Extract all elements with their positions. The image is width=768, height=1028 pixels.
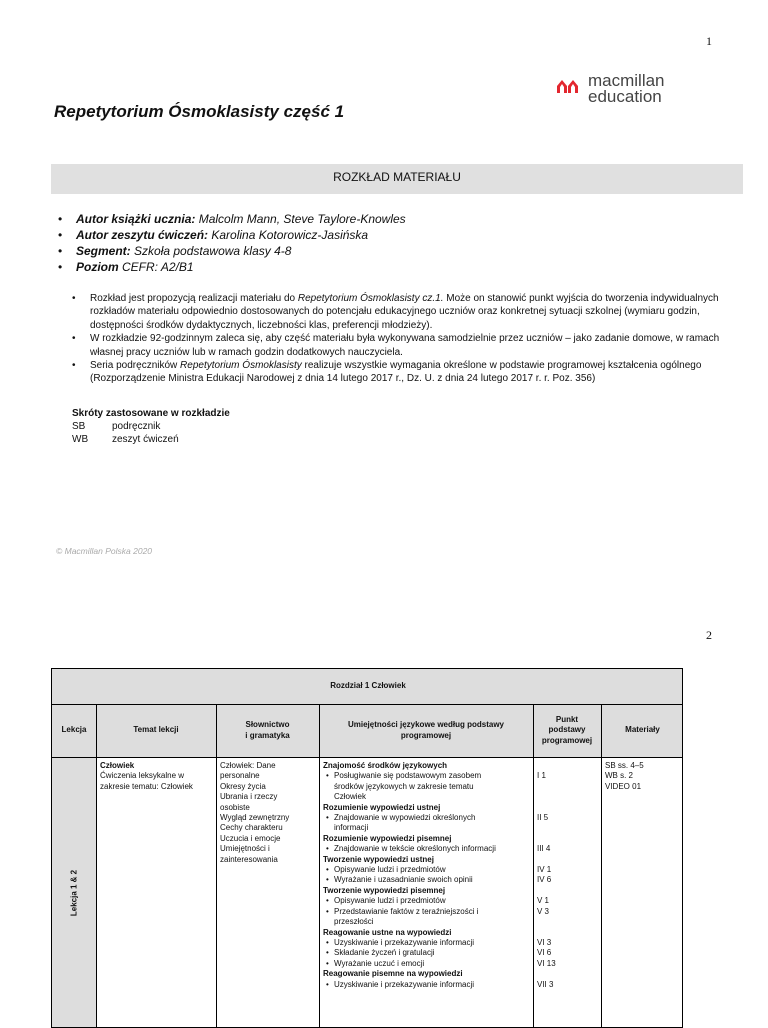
table-rule — [52, 757, 683, 758]
table-rule — [216, 704, 217, 1028]
logo-text-macmillan: macmillan — [588, 71, 665, 90]
points-cell — [537, 761, 597, 990]
skill-item: • Uzyskiwanie i przekazywanie informacji — [326, 937, 475, 947]
material-item: SB ss. 4–5 — [605, 761, 644, 770]
col-header-punkt: Punkt podstawy programowej — [533, 704, 601, 757]
bullet-icon: • — [326, 979, 329, 989]
meta-value: Malcolm Mann, Steve Taylore-Knowles — [195, 212, 406, 226]
lesson-label-cell — [52, 757, 96, 1028]
skill-heading: Rozumienie wypowiedzi ustnej — [323, 802, 441, 812]
bullet-icon: • — [58, 228, 63, 242]
abbreviation-row — [72, 433, 230, 446]
skill-item: środków językowych w zakresie tematu — [334, 781, 474, 791]
meta-value: Szkoła podstawowa klasy 4-8 — [130, 244, 292, 258]
meta-item — [58, 227, 406, 243]
material-item: WB s. 2 — [605, 771, 634, 781]
curriculum-table — [51, 668, 683, 1028]
skill-item: • Wyrażanie uczuć i emocji — [326, 958, 425, 968]
skill-heading: Znajomość środków językowych — [323, 761, 448, 770]
curriculum-point: VI 6 — [537, 948, 552, 958]
page-number: 1 — [706, 34, 712, 48]
macmillan-logo-icon — [556, 75, 580, 95]
copyright-text: © Macmillan Polska 2020 — [56, 546, 153, 556]
skill-heading: Rozumienie wypowiedzi pisemnej — [323, 833, 452, 843]
skill-item: • Opisywanie ludzi i przedmiotów — [326, 896, 446, 906]
bullet-icon: • — [58, 244, 63, 258]
vocab-item: osobiste — [220, 802, 250, 812]
page-number: 2 — [706, 628, 712, 642]
curriculum-point: IV 1 — [537, 865, 552, 875]
abbreviation-key: WB — [72, 434, 89, 445]
curriculum-point: VII 3 — [537, 979, 554, 989]
bullet-icon: • — [326, 865, 329, 875]
col-header-temat: Temat lekcji — [96, 704, 216, 757]
abbreviations — [72, 407, 230, 446]
curriculum-point: VI 13 — [537, 958, 556, 968]
curriculum-point — [537, 969, 597, 979]
meta-label: Autor książki ucznia: — [76, 212, 196, 226]
topic-cell — [100, 761, 212, 792]
skill-item: • Przedstawianie faktów z teraźniejszości i — [326, 906, 479, 916]
curriculum-point: V 3 — [537, 906, 550, 916]
bullet-icon: • — [326, 958, 329, 968]
material-item: VIDEO 01 — [605, 781, 642, 791]
skill-item: • Znajdowanie w tekście określonych informacji — [326, 844, 496, 854]
abbreviation-row — [72, 420, 230, 433]
document-title: Repetytorium Ósmoklasisty część 1 — [54, 102, 345, 121]
curriculum-point — [537, 792, 597, 802]
vocab-item: personalne — [220, 771, 260, 781]
table-rule — [319, 704, 320, 1028]
curriculum-point — [537, 928, 597, 938]
curriculum-point: II 5 — [537, 813, 549, 823]
meta-label: Segment: — [76, 244, 131, 258]
skill-item: przeszłości — [334, 917, 374, 927]
note-item: • Seria podręczników Repetytorium Ósmoklasisty realizuje wszystkie wymagania określone w podstawie programowej kształcenia ogólnego (Rozporządzenie Ministra Edukacji Narodowej z dnia 14 lutego 2017 r., Dz. U. z dnia 24 lutego 2017 r. r. Poz. 356) — [72, 360, 702, 385]
curriculum-point — [537, 886, 597, 896]
abbreviations-heading: Skróty zastosowane w rozkładzie — [72, 408, 230, 419]
meta-item — [58, 259, 406, 275]
skills-cell — [323, 761, 531, 990]
vocab-item: Człowiek: Dane — [220, 761, 276, 770]
col-header-slownictwo: Słownictwo i gramatyka — [216, 704, 319, 757]
curriculum-point: III 4 — [537, 844, 551, 854]
skill-heading: Tworzenie wypowiedzi pisemnej — [323, 885, 446, 895]
col-header-lekcja: Lekcja — [52, 704, 96, 757]
curriculum-point: VI 3 — [537, 937, 552, 947]
skill-item: • Posługiwanie się podstawowym zasobem — [326, 771, 482, 781]
vocabulary-cell — [220, 761, 316, 865]
skill-item: • Uzyskiwanie i przekazywanie informacji — [326, 979, 475, 989]
curriculum-point — [537, 917, 597, 927]
bullet-icon: • — [72, 333, 76, 345]
curriculum-point — [537, 823, 597, 833]
section-title: ROZKŁAD MATERIAŁU — [333, 170, 461, 184]
table-rule — [52, 704, 683, 705]
bullet-icon: • — [326, 813, 329, 823]
curriculum-point: V 1 — [537, 896, 550, 906]
bullet-icon: • — [326, 906, 329, 916]
skill-item: • Znajdowanie w wypowiedzi określonych — [326, 813, 476, 823]
meta-value: CEFR: A2/B1 — [118, 260, 194, 274]
vocab-item: Cechy charakteru — [220, 823, 283, 833]
curriculum-point — [537, 782, 597, 792]
bullet-icon: • — [326, 937, 329, 947]
abbreviation-key: SB — [72, 421, 86, 432]
bullet-icon: • — [326, 948, 329, 958]
chapter-header: Rozdział 1 Człowiek — [52, 669, 683, 704]
bullet-icon: • — [326, 771, 329, 781]
col-header-umiejetnosci: Umiejętności językowe według podstawy programowej — [319, 704, 533, 757]
abbreviation-value: podręcznik — [112, 421, 161, 432]
note-item: • W rozkładzie 92-godzinnym zaleca się, aby część materiału była wykonywana samodzielnie przez uczniów – jako zadanie domowe, w ramach własnej pracy uczniów lub w ramach godzin dodatkowych nauczyciela. — [72, 333, 720, 358]
bullet-icon: • — [72, 293, 76, 304]
curriculum-point: IV 6 — [537, 875, 552, 885]
bullet-icon: • — [326, 875, 329, 885]
metadata-list — [58, 211, 406, 275]
curriculum-point — [537, 855, 597, 865]
skill-item: • Opisywanie ludzi i przedmiotów — [326, 865, 446, 875]
table-rule — [601, 704, 602, 1028]
col-header-materialy: Materiały — [601, 704, 683, 757]
meta-value: Karolina Kotorowicz-Jasińska — [208, 228, 369, 242]
materials-cell — [605, 761, 681, 792]
bullet-icon: • — [58, 260, 63, 274]
skill-item: informacji — [334, 823, 369, 833]
note-item: • Rozkład jest propozycją realizacji materiału do Repetytorium Ósmoklasisty cz.1. Może on stanowić punkt wyjścia do tworzenia indywidualnych rozkładów materiału odpowiednio dostosowanych do potencjału edukacyjnego uczniów oraz konkretnej sytuacji szkolnej (wymiaru godzin, dostępności środków dydaktycznych, liczebności klas, preferencji młodzieży). — [72, 293, 719, 331]
vocab-item: Ubrania i rzeczy — [220, 792, 278, 802]
vocab-item: Wygląd zewnętrzny — [220, 813, 290, 823]
skill-heading: Reagowanie pisemne na wypowiedzi — [323, 969, 463, 979]
vocab-item: zainteresowania — [220, 854, 278, 864]
vocab-item: Okresy życia — [220, 781, 266, 791]
skill-heading: Tworzenie wypowiedzi ustnej — [323, 854, 434, 864]
skill-item: Człowiek — [334, 792, 367, 802]
curriculum-point — [537, 761, 597, 771]
topic-title: Człowiek — [100, 761, 135, 770]
meta-item — [58, 243, 406, 259]
meta-label: Autor zeszytu ćwiczeń: — [76, 228, 209, 242]
curriculum-point: I 1 — [537, 771, 546, 781]
notes-list — [72, 292, 742, 386]
bullet-icon: • — [326, 896, 329, 906]
bullet-icon: • — [58, 212, 63, 226]
section-header-band — [51, 164, 743, 194]
curriculum-point — [537, 834, 597, 844]
vocab-item: Umiejętności i — [220, 844, 270, 854]
vocab-item: Uczucia i emocje — [220, 833, 281, 843]
table-rule — [533, 704, 534, 1028]
meta-label: Poziom — [76, 260, 119, 274]
bullet-icon: • — [326, 844, 329, 854]
topic-line: zakresie tematu: Człowiek — [100, 781, 193, 791]
logo-text-education: education — [588, 87, 662, 106]
topic-line: Ćwiczenia leksykalne w — [100, 771, 185, 781]
bullet-icon: • — [72, 360, 76, 372]
skill-item: • Składanie życzeń i gratulacji — [326, 948, 435, 958]
curriculum-point — [537, 803, 597, 813]
meta-item — [58, 211, 406, 227]
lesson-label: Lekcja 1 & 2 — [69, 869, 79, 917]
table-rule — [96, 704, 97, 1028]
abbreviation-value: zeszyt ćwiczeń — [112, 434, 179, 445]
skill-item: • Wyrażanie i uzasadnianie swoich opinii — [326, 875, 473, 885]
skill-heading: Reagowanie ustne na wypowiedzi — [323, 927, 452, 937]
